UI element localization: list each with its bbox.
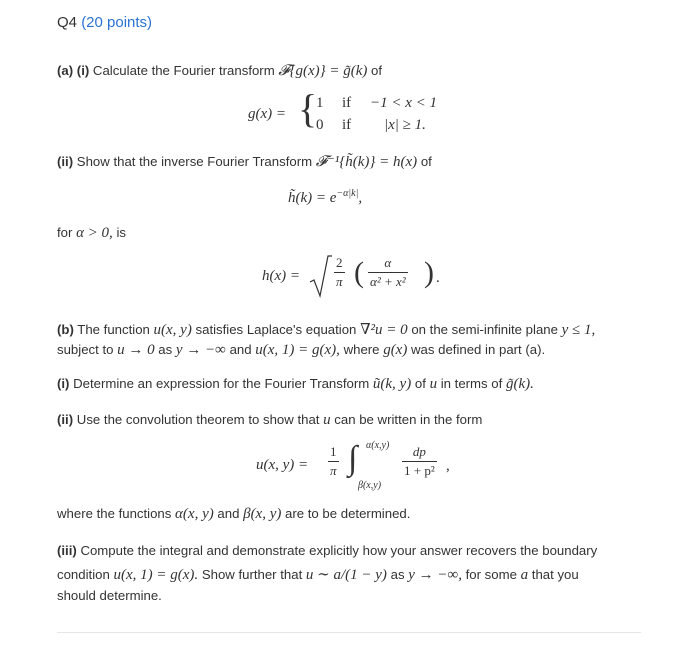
sqrt-sign — [308, 254, 332, 300]
part-b-i-text: (i) Determine an expression for the Fourier Transform ũ(k, y) of u in terms of g̃(k). — [57, 376, 534, 392]
part-b-iii-line3: should determine. — [57, 588, 162, 603]
part-b-text-line1: (b) The function u(x, y) satisfies Laplace's equation ∇²u = 0 on the semi-infinite plane y ≤ 1, — [57, 322, 596, 338]
h-tilde-definition: h̃(k) = $e^{-\alpha|k|}$, — [288, 188, 363, 206]
inverse-transform-expr: 𝓕⁻¹{h̃(k)} = h(x) — [315, 154, 418, 170]
alpha-condition: for α > 0, is — [57, 225, 127, 241]
part-b-text-line2: subject to u → 0 as y → −∞ and u(x, 1) = g(x), where g(x) was defined in part (a). — [57, 342, 546, 358]
part-a-ii-text: (ii) Show that the inverse Fourier Transform 𝓕⁻¹{h̃(k)} = h(x) of — [57, 154, 432, 170]
integral-sign: ∫ — [348, 440, 358, 477]
alpha-fraction: $\frac{\alpha}{\text{α² + x²}}$ — [370, 255, 406, 289]
question-title — [57, 14, 152, 31]
part-b-iii-line2: condition u(x, 1) = g(x). Show further that u ∼ a/(1 − y) as y → −∞, for some a that you — [57, 567, 579, 583]
points-label: (20 points) — [81, 14, 153, 31]
left-brace: { — [298, 86, 318, 131]
fourier-transform-expr: 𝓕{g(x)} = g̃(k) — [278, 63, 368, 79]
sqrt-fraction: $\frac{2}{\pi}$ — [336, 255, 343, 289]
one-over-pi: $\frac{1}{\pi}$ — [330, 444, 337, 478]
integral-formula: u(x, y) = $\frac{1}{\pi}$ ∫ α(x,y) β(x,y) $\frac{dp}{\text{1 + p²}}$ , — [256, 440, 450, 491]
dp-fraction: $\frac{dp}{\text{1 + p²}}$ — [404, 444, 435, 478]
part-b-ii-text: (ii) Use the convolution theorem to show that u can be written in the form — [57, 412, 483, 428]
part-b-ii-where: where the functions α(x, y) and β(x, y) are to be determined. — [57, 506, 411, 522]
question-number: Q4 — [57, 14, 78, 31]
bottom-divider — [57, 632, 641, 633]
part-b-iii-line1: (iii) Compute the integral and demonstrate explicitly how your answer recovers the boundary — [57, 543, 598, 558]
part-a-i-text: (a) (i) Calculate the Fourier transform 𝓕{g(x)} = g̃(k) of — [57, 63, 383, 79]
